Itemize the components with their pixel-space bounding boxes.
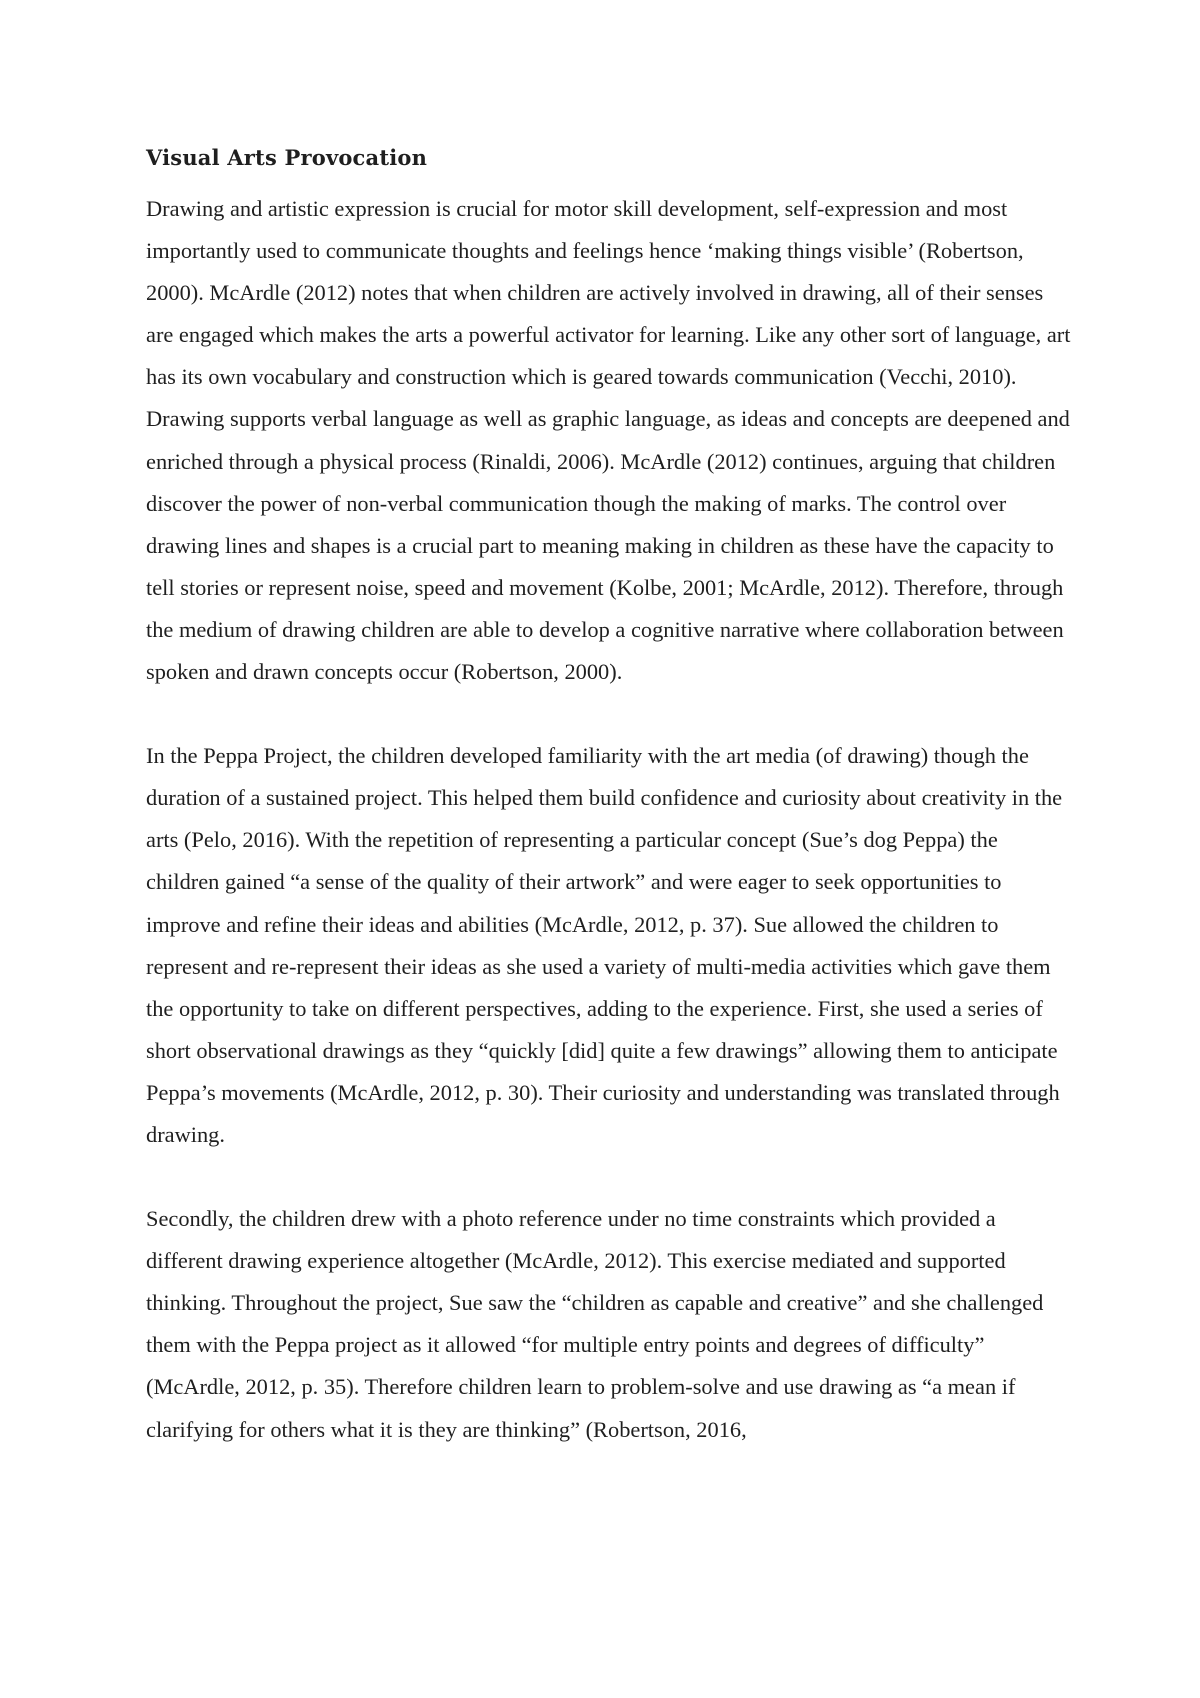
document-title: Visual Arts Provocation [146, 145, 428, 170]
paragraph-peppa-project: In the Peppa Project, the children developed familiarity with the art media (of drawing) though the duration of a sustained project. This helped them build confidence and curiosity about creativity in the arts (Pelo, 2016). With the repetition of representing a particular concept (Sue’s dog Peppa) the children gained “a sense of the quality of their artwork” and were eager to seek opportunities to improve and refine their ideas and abilities (McArdle, 2012, p. 37). Sue allowed the children to represent and re-represent their ideas as she used a variety of multi-media activities which gave them the opportunity to take on different perspectives, adding to the experience. First, she used a series of short observational drawings as they “quickly [did] quite a few drawings” allowing them to anticipate Peppa’s movements (McArdle, 2012, p. 30). Their curiosity and understanding was translated through drawing. [146, 743, 1063, 1147]
paragraph-drawing-expression: Drawing and artistic expression is crucial for motor skill development, self-expression and most importantly used to communicate thoughts and feelings hence ‘making things visible’ (Robertson, 2000). McArdle (2012) notes that when children are actively involved in drawing, all of their senses are engaged which makes the arts a powerful activator for learning. Like any other sort of language, art has its own vocabulary and construction which is geared towards communication (Vecchi, 2010). Drawing supports verbal language as well as graphic language, as ideas and concepts are deepened and enriched through a physical process (Rinaldi, 2006). McArdle (2012) continues, arguing that children discover the power of non-verbal communication though the making of marks. The control over drawing lines and shapes is a crucial part to meaning making in children as these have the capacity to tell stories or represent noise, speed and movement (Kolbe, 2001; McArdle, 2012). Therefore, through the medium of drawing children are able to develop a cognitive narrative where collaboration between spoken and drawn concepts occur (Robertson, 2000). [146, 196, 1071, 685]
document-body [146, 142, 1076, 1451]
paragraph-photo-reference: Secondly, the children drew with a photo reference under no time constraints which provided a different drawing experience altogether (McArdle, 2012). This exercise mediated and supported thinking. Throughout the project, Sue saw the “children as capable and creative” and she challenged them with the Peppa project as it allowed “for multiple entry points and degrees of difficulty” (McArdle, 2012, p. 35). Therefore children learn to problem-solve and use drawing as “a mean if clarifying for others what it is they are thinking” (Robertson, 2016, [146, 1206, 1044, 1442]
